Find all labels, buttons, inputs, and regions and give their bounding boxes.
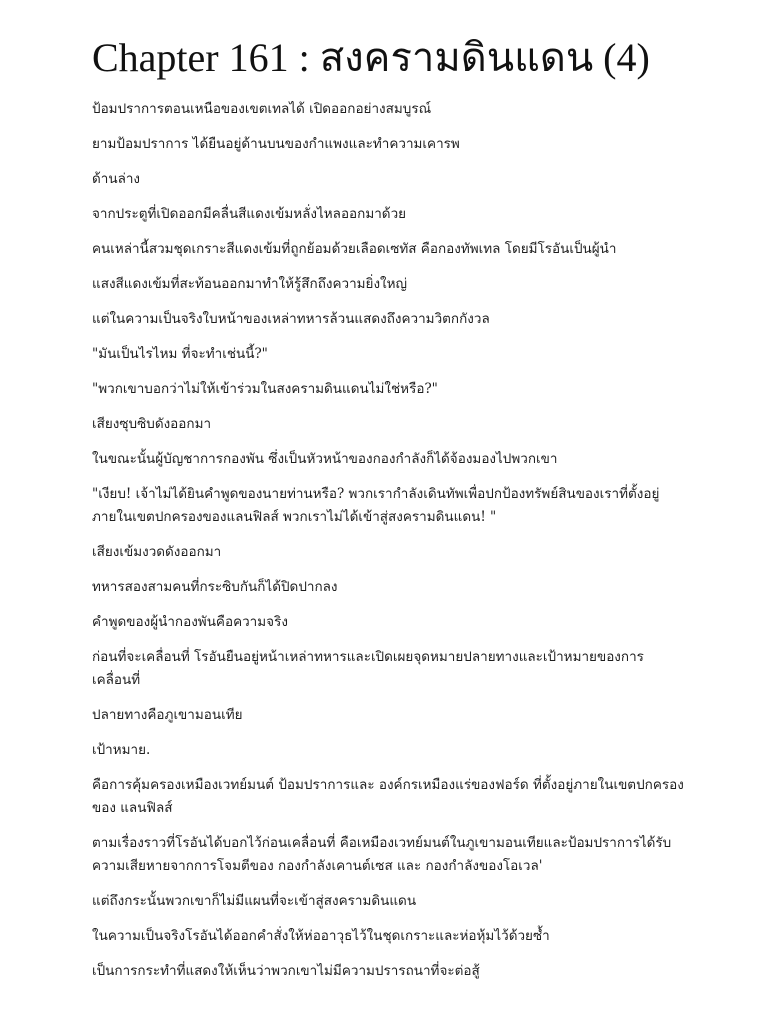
paragraph: จากประตูที่เปิดออกมีคลื่นสีแดงเข้มหลั่งไหลออกมาด้วย bbox=[92, 206, 407, 222]
paragraph: ด้านล่าง bbox=[92, 171, 141, 187]
paragraph: ป้อมปราการตอนเหนือของเขตเทลได้ เปิดออกอย่างสมบูรณ์ bbox=[92, 101, 432, 117]
paragraph: ในขณะนั้นผู้บัญชาการกองพัน ซึ่งเป็นหัวหน้าของกองกำลังก็ได้จ้องมองไปพวกเขา bbox=[92, 451, 558, 467]
chapter-page bbox=[92, 30, 692, 995]
paragraph: แสงสีแดงเข้มที่สะท้อนออกมาทำให้รู้สึกถึงความยิ่งใหญ่ bbox=[92, 276, 408, 292]
paragraph: ปลายทางคือภูเขามอนเทีย bbox=[92, 707, 243, 723]
paragraph: คำพูดของผู้นำกองพันคือความจริง bbox=[92, 614, 288, 630]
paragraph: ในความเป็นจริงโรอันได้ออกคำสั่งให้ห่ออาวุธไว้ในชุดเกราะและห่อหุ้มไว้ด้วยซ้ำ bbox=[92, 928, 550, 944]
paragraph: แต่ในความเป็นจริงใบหน้าของเหล่าทหารล้วนแสดงถึงความวิตกกังวล bbox=[92, 311, 490, 327]
paragraph: ยามป้อมปราการ ได้ยืนอยู่ด้านบนของกำแพงและทำความเคารพ bbox=[92, 136, 460, 152]
paragraph: คนเหล่านี้สวมชุดเกราะสีแดงเข้มที่ถูกย้อมด้วยเลือดเซทัส คือกองทัพเทล โดยมีโรอันเป็นผู้นำ bbox=[92, 241, 617, 257]
chapter-content bbox=[92, 98, 692, 983]
dialogue-paragraph: "เงียบ! เจ้าไม่ได้ยินคำพูดของนายท่านหรือ? พวกเรากำลังเดินทัพเพื่อปกป้องทรัพย์สินของเราที่ตั้งอยู่ภายในเขตปกครองของแลนฟิลส์ พวกเราไม่ได้เข้าสู่สงครามดินแดน! " bbox=[92, 486, 660, 525]
paragraph: คือการคุ้มครองเหมืองเวทย์มนต์ ป้อมปราการและ องค์กรเหมืองแร่ของฟอร์ด ที่ตั้งอยู่ภายในเขตปกครองของ แลนฟิลส์ bbox=[92, 777, 684, 816]
paragraph: ตามเรื่องราวที่โรอันได้บอกไว้ก่อนเคลื่อนที่ คือเหมืองเวทย์มนต์ในภูเขามอนเทียและป้อมปราการได้รับความเสียหายจากการโจมตีของ กองกำลังเคานต์เซส และ กองกำลังของโอเวล' bbox=[92, 835, 672, 874]
paragraph: เสียงเข้มงวดดังออกมา bbox=[92, 544, 222, 560]
paragraph: เสียงซุบซิบดังออกมา bbox=[92, 416, 212, 432]
paragraph: เป็นการกระทำที่แสดงให้เห็นว่าพวกเขาไม่มีความปรารถนาที่จะต่อสู้ bbox=[92, 963, 480, 979]
paragraph: ทหารสองสามคนที่กระซิบกันก็ได้ปิดปากลง bbox=[92, 579, 338, 595]
dialogue-paragraph: "พวกเขาบอกว่าไม่ให้เข้าร่วมในสงครามดินแดนไม่ใช่หรือ?" bbox=[92, 381, 438, 397]
chapter-title: Chapter 161 : สงครามดินแดน (4) bbox=[92, 35, 650, 80]
paragraph: แต่ถึงกระนั้นพวกเขาก็ไม่มีแผนที่จะเข้าสู่สงครามดินแดน bbox=[92, 893, 417, 909]
dialogue-paragraph: "มันเป็นไรไหม ที่จะทำเช่นนี้?" bbox=[92, 346, 268, 362]
paragraph: ก่อนที่จะเคลื่อนที่ โรอันยืนอยู่หน้าเหล่าทหารและเปิดเผยจุดหมายปลายทางและเป้าหมายของการเคลื่อนที่ bbox=[92, 649, 644, 688]
paragraph: เป้าหมาย. bbox=[92, 742, 151, 758]
